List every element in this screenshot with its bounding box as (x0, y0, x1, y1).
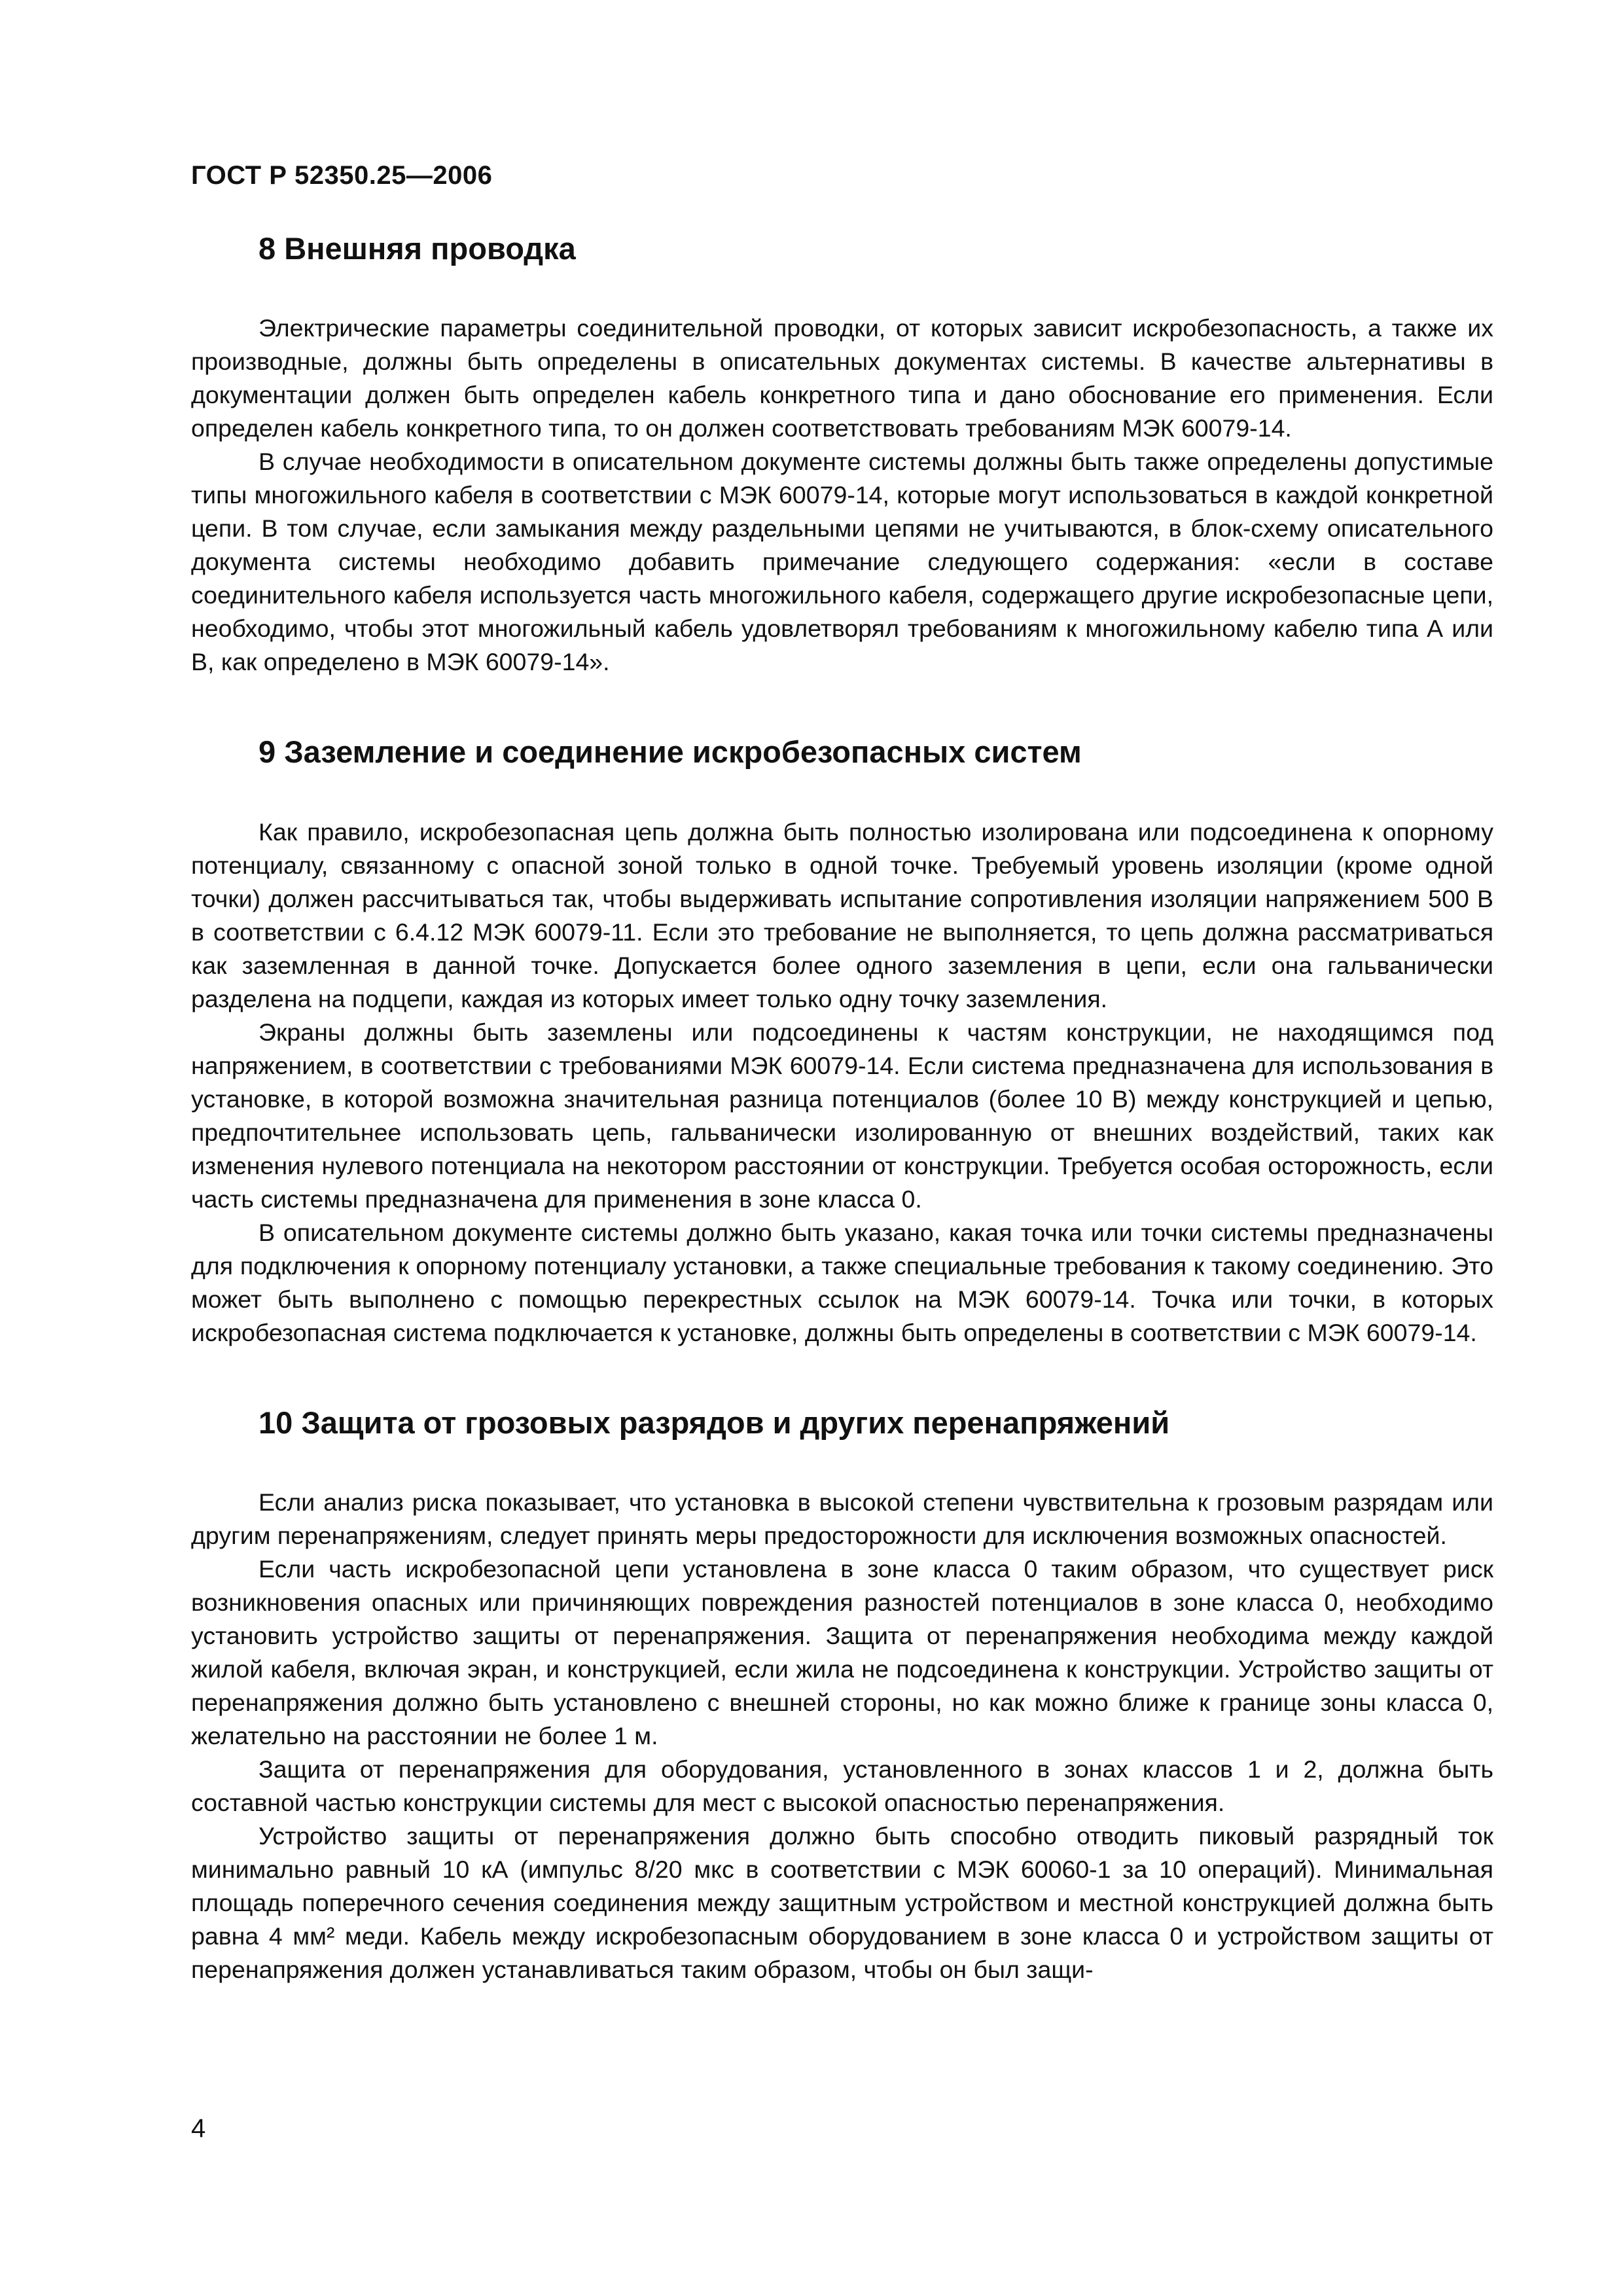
paragraph: Устройство защиты от перенапряжения должно быть способно отводить пиковый разрядный ток минимально равный 10 кА (импульс 8/20 мкс в соответствии с МЭК 60060-1 за 10 операций). Минимальная площадь поперечного сечения соединения между защитным устройством и местной конструкцией должна быть равна 4 мм² меди. Кабель между искробезопасным оборудованием в зоне класса 0 и устройством защиты от перенапряжения должен устанавливаться таким образом, чтобы он был защи- (191, 1822, 1493, 1984)
standard-header: ГОСТ Р 52350.25—2006 (191, 161, 493, 190)
paragraph: Защита от перенапряжения для оборудования, установленного в зонах классов 1 и 2, должна быть составной частью конструкции системы для мест с высокой опасностью перенапряжения. (191, 1755, 1493, 1817)
page-number: 4 (191, 2114, 206, 2143)
section-9 (191, 734, 1493, 1349)
section-title: 10 Защита от грозовых разрядов и других перенапряжений (259, 1405, 1170, 1440)
paragraph: Если анализ риска показывает, что установка в высокой степени чувствительна к грозовым разрядам или другим перенапряжениям, следует принять меры предосторожности для исключения возможных опасностей. (191, 1488, 1493, 1550)
paragraph: Электрические параметры соединительной проводки, от которых зависит искробезопасность, а также их производные, должны быть определены в описательных документах системы. В качестве альтернативы в документации должен быть определен кабель конкретного типа и дано обоснование его применения. Если определен кабель конкретного типа, то он должен соответствовать требованиям МЭК 60079-14. (191, 314, 1493, 442)
paragraph: Если часть искробезопасной цепи установлена в зоне класса 0 таким образом, что существует риск возникновения опасных или причиняющих повреждения разностей потенциалов в зоне класса 0, необходимо установить устройство защиты от перенапряжения. Защита от перенапряжения необходима между каждой жилой кабеля, включая экран, и конструкцией, если жила не подсоединена к конструкции. Устройство защиты от перенапряжения должно быть установлено с внешней стороны, но как можно ближе к границе зоны класса 0, желательно на расстоянии не более 1 м. (191, 1555, 1493, 1750)
paragraph: Экраны должны быть заземлены или подсоединены к частям конструкции, не находящимся под напряжением, в соответствии с требованиями МЭК 60079-14. Если система предназначена для использования в установке, в которой возможна значительная разница потенциалов (более 10 В) между конструкцией и цепью, предпочтительнее использовать цепь, гальванически изолированную от внешних воздействий, таких как изменения нулевого потенциала на некотором расстоянии от конструкции. Требуется особая осторожность, если часть системы предназначена для применения в зоне класса 0. (191, 1018, 1493, 1213)
section-8 (191, 230, 1493, 679)
document-body (191, 230, 1493, 1986)
section-10 (191, 1405, 1493, 1986)
section-title: 8 Внешняя проводка (259, 231, 576, 266)
paragraph: В описательном документе системы должно быть указано, какая точка или точки системы предназначены для подключения к опорному потенциалу установки, а также специальные требования к такому соединению. Это может быть выполнено с помощью перекрестных ссылок на МЭК 60079-14. Точка или точки, в которых искробезопасная система подключается к установке, должны быть определены в соответствии с МЭК 60079-14. (191, 1218, 1493, 1346)
section-title: 9 Заземление и соединение искробезопасных систем (259, 734, 1082, 770)
paragraph: Как правило, искробезопасная цепь должна быть полностью изолирована или подсоединена к опорному потенциалу, связанному с опасной зоной только в одной точке. Требуемый уровень изоляции (кроме одной точки) должен рассчитываться так, чтобы выдерживать испытание сопротивления изоляции напряжением 500 В в соответствии с 6.4.12 МЭК 60079-11. Если это требование не выполняется, то цепь должна рассматриваться как заземленная в данной точке. Допускается более одного заземления в цепи, если она гальванически разделена на подцепи, каждая из которых имеет только одну точку заземления. (191, 817, 1493, 1013)
paragraph: В случае необходимости в описательном документе системы должны быть также определены допустимые типы многожильного кабеля в соответствии с МЭК 60079-14, которые могут использоваться в каждой конкретной цепи. В том случае, если замыкания между раздельными цепями не учитываются, в блок-схему описательного документа системы необходимо добавить примечание следующего содержания: «если в составе соединительного кабеля используется часть многожильного кабеля, содержащего другие искробезопасные цепи, необходимо, чтобы этот многожильный кабель удовлетворял требованиям к многожильному кабелю типа А или В, как определено в МЭК 60079-14». (191, 448, 1493, 676)
